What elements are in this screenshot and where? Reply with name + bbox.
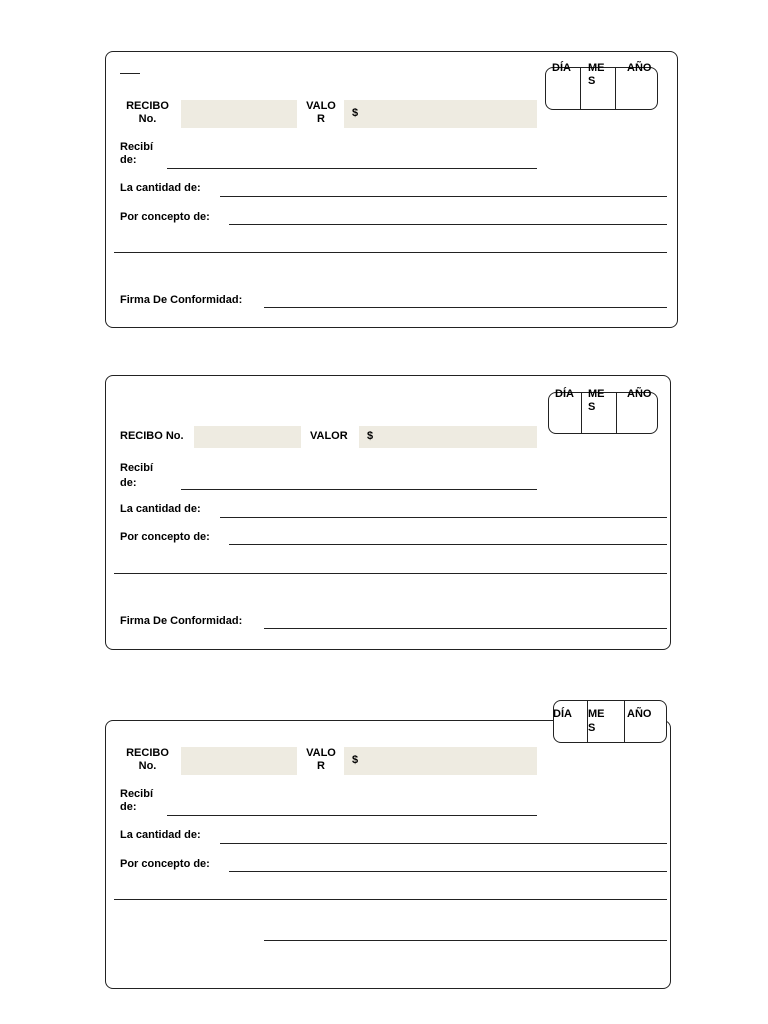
receipt-3-recibi-label [120,788,153,814]
receipt-1-firma-label: Firma De Conformidad: [120,294,243,306]
receipt-1-date-sep-2 [615,68,616,109]
receipt-1-top-mark [120,73,140,74]
receipt-3-day-label: DÍA [553,708,572,720]
receipt-2-firma-label: Firma De Conformidad: [120,615,243,627]
receipt-3-cantidad-label: La cantidad de: [120,829,201,841]
currency-symbol: $ [352,754,359,766]
receipt-2-month-label-2: S [588,401,596,413]
currency-symbol: $ [367,430,374,442]
receipt-3-recibo-label [120,747,175,773]
receipt-3-valor-field[interactable] [344,747,537,775]
valor-label-line1: VALO [306,747,336,759]
receipt-3-cantidad-line[interactable] [220,843,667,844]
recibi-line1: Recibí [120,141,154,153]
valor-label-line2: R [317,760,325,772]
receipt-2-concepto-label: Por concepto de: [120,531,210,543]
receipt-1-extra-line[interactable] [114,252,667,253]
receipt-2-date-sep-1 [581,393,582,433]
receipt-1-number-field[interactable] [181,100,297,128]
recibo-label-line1: RECIBO [126,100,169,112]
receipt-1-date-sep-1 [580,68,581,109]
receipt-2-year-label: AÑO [627,388,652,400]
receipt-1-month-label-2: S [588,75,596,87]
receipt-2-firma-line[interactable] [264,628,667,629]
valor-label-line2: R [317,113,325,125]
receipt-2-concepto-line[interactable] [229,544,667,545]
receipt-1-cantidad-line[interactable] [220,196,667,197]
currency-symbol: $ [352,107,359,119]
recibi-line2: de: [120,154,137,166]
recibi-line1: Recibí [120,788,154,800]
recibi-line2: de: [120,801,137,813]
receipt-2-extra-line[interactable] [114,573,667,574]
receipt-2-valor-label: VALOR [310,430,348,442]
receipt-1-cantidad-label: La cantidad de: [120,182,201,194]
receipt-1-recibi-label [120,141,153,167]
recibi-line1: Recibí [120,462,154,474]
receipt-3-date-sep-2 [624,701,625,742]
receipt-2-date-sep-2 [616,393,617,433]
receipt-2-day-label: DÍA [555,388,574,400]
receipt-2-number-field[interactable] [194,426,301,448]
receipt-1-day-label: DÍA [552,62,571,74]
receipt-3-year-label: AÑO [627,708,652,720]
receipt-3-date-bottom [587,742,624,743]
receipt-3-valor-label [302,747,340,773]
recibo-label-line2: No. [138,113,157,125]
receipt-1-concepto-label: Por concepto de: [120,211,210,223]
receipt-2-recibo-label: RECIBO No. [120,430,184,442]
receipt-3-concepto-line[interactable] [229,871,667,872]
receipt-2-recibi-label [120,462,153,490]
receipt-1-valor-label [302,100,340,126]
receipt-2-recibi-line[interactable] [181,489,537,490]
receipt-1-year-label: AÑO [627,62,652,74]
receipt-3-date-box [553,700,667,743]
receipt-1-recibo-label [120,100,175,126]
recibo-label-line2: No. [138,760,157,772]
receipt-1-recibi-line[interactable] [167,168,537,169]
receipt-1-firma-line[interactable] [264,307,667,308]
recibo-label-line1: RECIBO [126,747,169,759]
receipt-1-valor-field[interactable] [344,100,537,128]
receipt-3-firma-line[interactable] [264,940,667,941]
receipt-3-recibi-line[interactable] [167,815,537,816]
valor-label-line1: VALO [306,100,336,112]
receipt-1-month-label-1: ME [588,62,605,74]
receipt-3-concepto-label: Por concepto de: [120,858,210,870]
receipt-2-valor-field[interactable] [359,426,537,448]
receipt-2-month-label-1: ME [588,388,605,400]
receipt-3-extra-line[interactable] [114,899,667,900]
recibi-line2: de: [120,477,137,489]
receipt-3-month-label-1: ME [588,708,605,720]
receipt-2-cantidad-label: La cantidad de: [120,503,201,515]
receipt-3-number-field[interactable] [181,747,297,775]
receipt-1-concepto-line[interactable] [229,224,667,225]
receipt-2-cantidad-line[interactable] [220,517,667,518]
receipt-3-month-label-2: S [588,722,596,734]
